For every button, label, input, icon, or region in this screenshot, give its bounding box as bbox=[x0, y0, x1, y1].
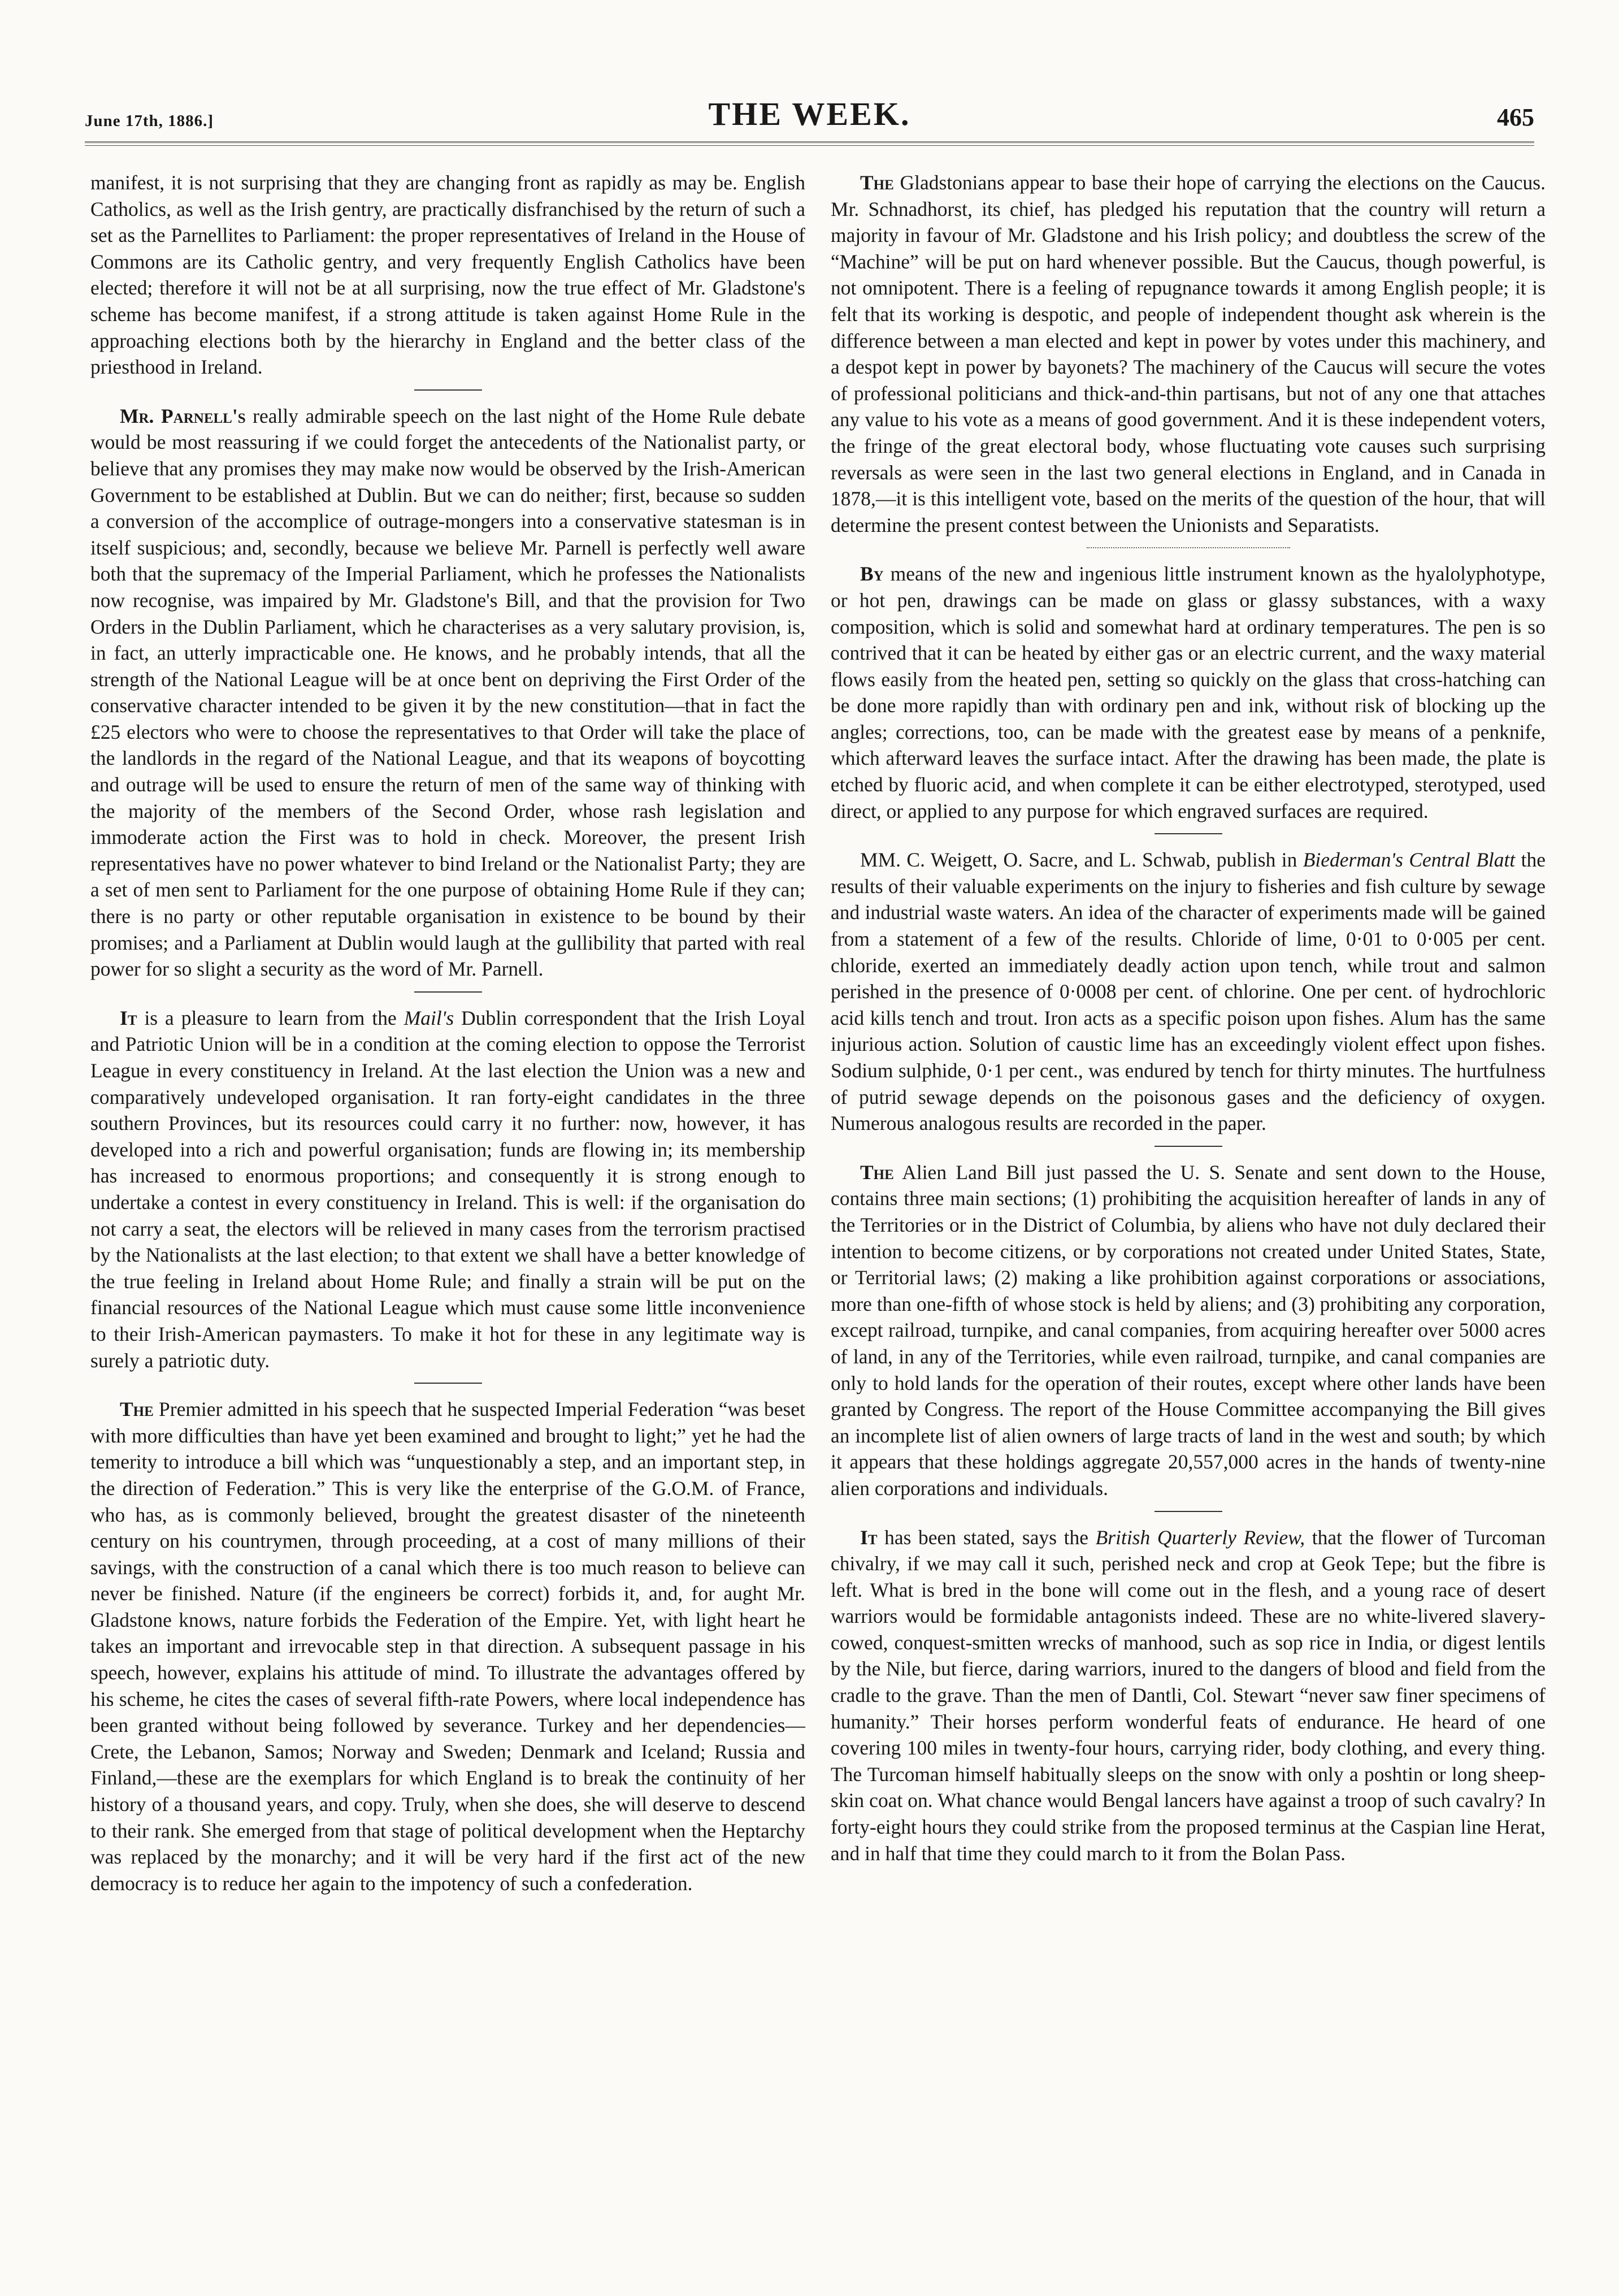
article-loyal-patriotic-union bbox=[90, 1005, 805, 1374]
article-parnell-speech bbox=[90, 403, 805, 982]
right-column bbox=[831, 170, 1546, 1866]
article-body: Premier admitted in his speech that he suspected Imperial Federation “was beset with more difficulties than have yet been examined and brought to light;” yet he had the temerity to introduce a bill which was “unquestionably a step, and an important step, in the direction of Federation.” This is very like the enterprise of the G.O.M. of France, who has, as is commonly believed, brought the greatest disaster of the nineteenth century on his countrymen, through proceeding, at a cost of many millions of their savings, with the construction of a canal which there is too much reason to believe can never be finished. Nature (if the engineers be correct) forbids it, and, for aught Mr. Gladstone knows, nature forbids the Federation of the Empire. Yet, with light heart he takes an important and irrevocable step in that direction. A subsequent passage in his speech, however, explains his attitude of mind. To illustrate the advantages offered by his scheme, he cites the cases of several fifth-rate Powers, where local independence has been granted without being followed by severance. Turkey and her dependencies—Crete, the Lebanon, Samos; Norway and Sweden; Denmark and Iceland; Russia and Finland,—these are the exemplars for which England is to break the continuity of her history of a thousand years, and copy. Truly, when she does, she will deserve to descend to their rank. She emerged from that stage of political development when the Heptarchy was replaced by the monarchy; and it will be very hard if the first act of the new democracy is to reduce her again to the impotency of such a confederation. bbox=[90, 1398, 805, 1895]
issue-date: June 17th, 1886.] bbox=[85, 112, 214, 130]
article-body: the results of their valuable experiments on the injury to fisheries and fish culture by sewage and industrial waste waters. An idea of the character of experiments made will be gained from a statement of a few of the results. Chloride of lime, 0·01 to 0·005 per cent. chloride, exerted an immediately deadly action upon tench, while trout and salmon perished in the presence of 0·0008 per cent. of chlorine. One per cent. of hydrochloric acid kills tench and trout. Iron acts as a specific poison upon fishes. Alum has the same injurious action. Solution of caustic lime has an exceedingly violent effect upon fishes. Sodium sulphide, 0·1 per cent., was endured by tench for thirty minutes. The hurtfulness of putrid sewage depends on the poisonous gases and the deficiency of oxygen. Numerous analogous results are recorded in the paper. bbox=[831, 848, 1546, 1135]
header-rule bbox=[85, 141, 1534, 146]
page-header bbox=[85, 95, 1534, 140]
article-publication-name: British Quarterly Review, bbox=[1095, 1526, 1305, 1549]
article-lead-word: Mr. Parnell's bbox=[120, 404, 246, 427]
page-number: 465 bbox=[1497, 103, 1534, 131]
article-turcoman-chivalry bbox=[831, 1524, 1546, 1867]
article-body: Alien Land Bill just passed the U. S. Senate and sent down to the House, contains three main sections; (1) prohibiting the acquisition hereafter of lands in any of the Territories or in the District of Columbia, by aliens who have not duly declared their intention to become citizens, or by corporations not created under United States, State, or Territorial laws; (2) making a like prohibition against corporations or associations, more than one-fifth of whose stock is held by aliens; and (3) prohibiting any corporation, except railroad, turnpike, and canal companies, from acquiring hereafter over 5000 acres of land, in any of the Territories, while even railroad, turnpike, and canal companies are only to hold lands for the operation of their routes, except where other lands have been granted by Congress. The report of the House Committee accompanying the Bill gives an incomplete list of alien owners of large tracts of land in the west and south; by which it appears that these holdings aggregate 20,557,000 acres in the hands of twenty-nine alien corporations and individuals. bbox=[831, 1160, 1546, 1500]
article-lead-word: The bbox=[120, 1398, 154, 1421]
article-lead-word: The bbox=[860, 1160, 894, 1184]
publication-title: THE WEEK. bbox=[708, 96, 911, 132]
article-lead-word: The bbox=[860, 171, 894, 194]
section-divider bbox=[1154, 1146, 1222, 1147]
article-imperial-federation bbox=[90, 1396, 805, 1896]
article-lead-word: By bbox=[860, 562, 884, 586]
article-body: that the flower of Turcoman chivalry, if we may call it such, perished neck and crop at Geok Tepe; but the fibre is left. What is bred in the bone will come out in the flesh, and a young race of desert warriors would be formidable antagonists indeed. These are no white-livered slavery-cowed, conquest-smitten wrecks of manhood, such as sop rice in India, or digest lentils by the Nile, but fierce, daring warriors, inured to the dangers of blood and field from the cradle to the grave. Than the men of Dantli, Col. Stewart “never saw finer specimens of humanity.” Their horses perform wonderful feats of endurance. He heard of one covering 100 miles in twenty-four hours, carrying rider, body clothing, and every thing. The Turcoman himself habitually sleeps on the snow with only a poshtin or long sheep-skin coat on. What chance would Bengal lancers have against a troop of such cavalry? In forty-eight hours they could strike from the proposed terminus at the Caspian line Herat, and in half that time they could march to it from the Bolan Pass. bbox=[831, 1526, 1546, 1865]
article-body: really admirable speech on the last night of the Home Rule debate would be most reassuring if we could forget the antecedents of the Nationalist party, or believe that any promises they may make now would be observed by the Irish-American Government to be established at Dublin. But we can do neither; first, because so sudden a conversion of the accomplice of outrage-mongers into a conservative statesman is in itself suspicious; and, secondly, because we believe Mr. Parnell is perfectly well aware both that the supremacy of the Imperial Parliament, which he professes the Nationalists now recognise, was impaired by Mr. Gladstone's Bill, and that the provision for Two Orders in the Dublin Parliament, which he characterises as a very salutary provision, is, in fact, an utterly impracticable one. He knows, and he probably intends, that all the strength of the National League will be at once bent on depriving the First Order of the conservative character intended to be given it by the new constitution—that in fact the £25 electors who were to choose the representatives to that Order will take the place of the landlords in the regard of the National League, and that its weapons of boycotting and outrage will be used to ensure the return of men of the same way of thinking with the majority of the members of the Second Order, whose rash legislation and immoderate action the First was to hold in check. Moreover, the present Irish representatives have no power whatever to bind Ireland or the Nationalist Party; they are a set of men sent to Parliament for the one purpose of obtaining Home Rule if they can; there is no party or other reputable organisation in existence to be bound by their promises; and a Parliament at Dublin would laugh at the gullibility that parted with real power for so slight a security as the word of Mr. Parnell. bbox=[90, 404, 805, 981]
article-lead-word: It bbox=[860, 1526, 878, 1549]
article-lead-word: It bbox=[120, 1006, 137, 1029]
article-body: has been stated, says the bbox=[877, 1526, 1096, 1549]
article-gladstonians-caucus bbox=[831, 170, 1546, 538]
article-body: is a pleasure to learn from the bbox=[137, 1006, 404, 1029]
article-fisheries-experiments bbox=[831, 847, 1546, 1137]
article-catholics-continued: manifest, it is not surprising that they are changing front as rapidly as may be. English Catholics, as well as the Irish gentry, are practically disfranchised by the return of such a set as the Parnellites to Parliament: the proper representatives of Ireland in the House of Commons are its Catholic gentry, and very frequently English Catholics have been elected; therefore it will not be at all surprising, now the true effect of Mr. Gladstone's scheme has become manifest, if a strong attitude is taken against Home Rule in the approaching elections both by the hierarchy in England and the better class of the priesthood in Ireland. bbox=[90, 171, 805, 379]
section-divider bbox=[414, 991, 482, 993]
article-publication-name: Biederman's Central Blatt bbox=[1303, 848, 1516, 872]
section-divider bbox=[1154, 1511, 1222, 1512]
section-divider bbox=[1154, 833, 1222, 834]
left-column bbox=[90, 170, 805, 1896]
article-hot-pen bbox=[831, 561, 1546, 824]
section-divider bbox=[1087, 547, 1290, 548]
article-publication-name: Mail's bbox=[403, 1006, 454, 1029]
section-divider bbox=[414, 389, 482, 391]
article-body: Dublin correspondent that the Irish Loyal and Patriotic Union will be in a condition at the coming election to oppose the Terrorist League in every constituency in Ireland. At the last election the Union was a new and comparatively undeveloped organisation. It ran forty-eight candidates in the three southern Provinces, but its resources could carry it no further: now, however, it has developed into a rich and powerful organisation; funds are flowing in; its membership has increased to enormous proportions; and consequently it is strong enough to undertake a contest in every constituency in Ireland. This is well: if the organisation do not carry a seat, the electors will be relieved in many cases from the terrorism practised by the Nationalists at the last election; to that extent we shall have a better knowledge of the true feeling in Ireland about Home Rule; and finally a strain will be put on the financial resources of the National League which must cause some little inconvenience to their Irish-American paymasters. To make it hot for these in any legitimate way is surely a patriotic duty. bbox=[90, 1006, 805, 1372]
section-divider bbox=[414, 1383, 482, 1384]
article-alien-land-bill bbox=[831, 1159, 1546, 1502]
article-body: MM. C. Weigett, O. Sacre, and L. Schwab, publish in bbox=[860, 848, 1303, 872]
article-body: means of the new and ingenious little instrument known as the hyalolyphotype, or hot pen, drawings can be made on glass or glassy substances, with a waxy composition, which is solid and somewhat hard at ordinary temperatures. The pen is so contrived that it can be heated by either gas or an electric current, and the waxy material flows easily from the heated pen, setting so quickly on the glass that cross-hatching can be done more rapidly than with ordinary pen and ink, without risk of blocking up the angles; corrections, too, can be made with the greatest ease by means of a penknife, which afterward leaves the surface intact. After the drawing has been made, the plate is etched by fluoric acid, and when complete it can be either electrotyped, sterotyped, used direct, or applied to any purpose for which engraved surfaces are required. bbox=[831, 562, 1546, 822]
article-body: Gladstonians appear to base their hope of carrying the elections on the Caucus. Mr. Schnadhorst, its chief, has pledged his reputation that the country will return a majority in favour of Mr. Gladstone and his Irish policy; and doubtless the screw of the “Machine” will be put on hard whenever possible. But the Caucus, though powerful, is not omnipotent. There is a feeling of repugnance towards it among English people; it is felt that its working is despotic, and people of independent thought ask wherein is the difference between a man elected and kept in power by votes under this machinery, and a despot kept in power by bayonets? The machinery of the Caucus will secure the votes of professional politicians and thick-and-thin partisans, but not of any one that attaches any value to his vote as a means of good government. And it is these independent voters, the fringe of the great electoral body, whose fluctuating vote causes such surprising reversals as were seen in the last two general elections in England, and in Canada in 1878,—it is this intelligent vote, based on the merits of the question of the hour, that will determine the present contest between the Unionists and Separatists. bbox=[831, 171, 1546, 536]
